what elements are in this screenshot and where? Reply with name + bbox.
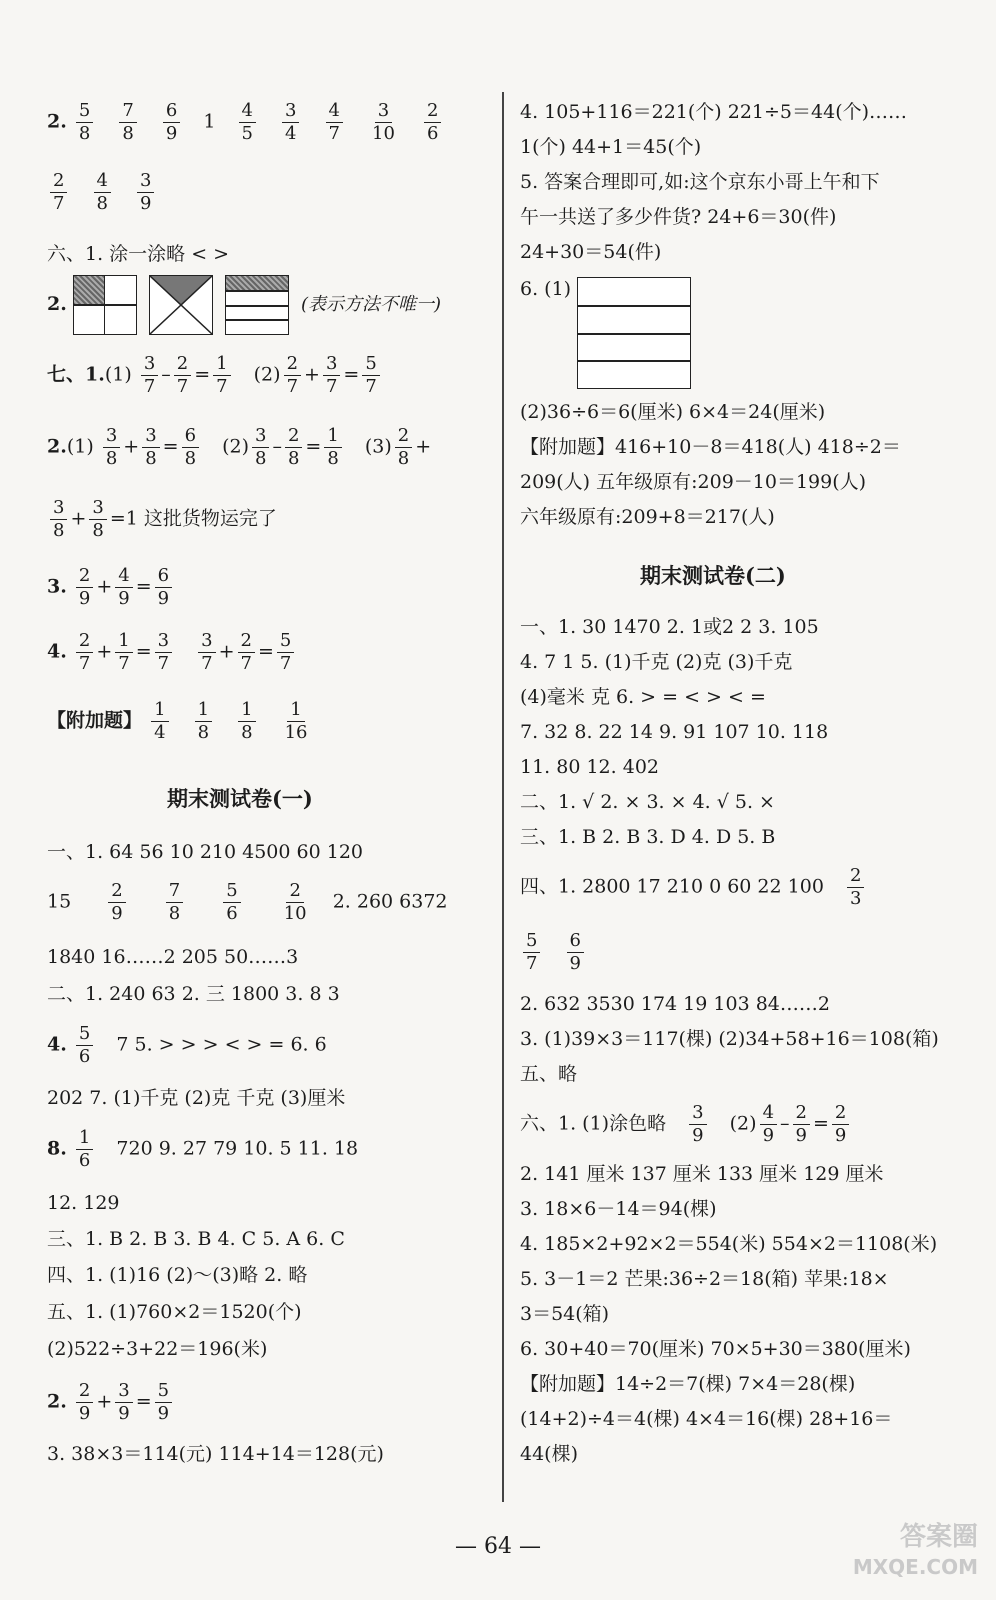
answer-line: 8. $\frac{1}{6}$ 720 9. 27 79 10. 5 11. 18 <box>47 1127 359 1171</box>
column-divider <box>502 92 504 1502</box>
answer-line: 4. 185×2+92×2＝554(米) 554×2＝1108(米) <box>520 1233 938 1255</box>
fraction: $\frac{6}{9}$ <box>163 100 180 145</box>
answer-line: 1840 16……2 205 50……3 <box>47 946 299 968</box>
answer-line: $\frac{3}{8}$ + $\frac{3}{8}$ =1 这批货物运完了 <box>47 497 277 542</box>
answer-line: (2)36÷6＝6(厘米) 6×4＝24(厘米) <box>520 401 826 423</box>
answer-line: 五、略 <box>520 1063 578 1085</box>
answer-line: 一、1. 30 1470 2. 1或2 2 3. 105 <box>520 616 819 638</box>
fraction: $\frac{2}{7}$ <box>50 170 67 215</box>
answer-line: 四、1. (1)16 (2)～(3)略 2. 略 <box>47 1264 308 1286</box>
answer-line: 3. 18×6－14＝94(棵) <box>520 1198 717 1220</box>
answer-line: 六年级原有:209+8＝217(人) <box>520 506 775 528</box>
page-number: — 64 — <box>455 1534 541 1559</box>
answer-line: $\frac{5}{7}$ $\frac{6}{9}$ <box>520 930 587 975</box>
watermark-logo: 答案圈 MXQE.COM <box>852 1522 978 1579</box>
answer-line: 三、1. B 2. B 3. D 4. D 5. B <box>520 826 776 848</box>
fraction: $\frac{2}{6}$ <box>424 100 441 145</box>
answer-line: 【附加题】 $\frac{1}{4}$ $\frac{1}{8}$ $\frac{1}{8}$ $\frac{1}{16}$ <box>47 699 308 743</box>
fraction: $\frac{7}{8}$ <box>119 100 136 145</box>
answer-line: 2. 141 厘米 137 厘米 133 厘米 129 厘米 <box>520 1163 884 1185</box>
fraction: $\frac{5}{8}$ <box>76 100 93 145</box>
fraction: $\frac{4}{7}$ <box>326 100 343 145</box>
answer-line: 六、1. (1)涂色略 $\frac{3}{9}$ (2) $\frac{4}{9}$ – $\frac{2}{9}$ = $\frac{2}{9}$ <box>520 1102 852 1147</box>
fraction: $\frac{3}{10}$ <box>372 100 395 144</box>
answer-line: 5. 3－1＝2 芒果:36÷2＝18(箱) 苹果:18× <box>520 1268 889 1290</box>
answer-line: 3. (1)39×3＝117(棵) (2)34+58+16＝108(箱) <box>520 1028 939 1050</box>
answer-line: (2)522÷3+22＝196(米) <box>47 1338 268 1360</box>
answer-line: 4. $\frac{2}{7}$ + $\frac{1}{7}$ = $\frac{3}{7}$ $\frac{3}{7}$ + $\frac{2}{7}$ = $\frac{5}{7}$ <box>47 630 297 675</box>
section-title: 期末测试卷(一) <box>167 786 313 811</box>
answer-line: 1(个) 44+1＝45(个) <box>520 136 702 158</box>
answer-line: 15 $\frac{2}{9}$ $\frac{7}{8}$ $\frac{5}{6}$ $\frac{2}{10}$ 2. 260 6372 <box>47 880 448 924</box>
answer-line: 2. $\frac{5}{8}$ $\frac{7}{8}$ $\frac{6}{9}$ 1 $\frac{4}{5}$ $\frac{3}{4}$ $\frac{4}{7}$ $\frac{3}{10}$ $\frac{2}{6}$ <box>47 100 444 145</box>
answer-line: 44(棵) <box>520 1443 579 1465</box>
shading-diagrams: 2. (表示方法不唯一) <box>47 273 441 336</box>
fraction: $\frac{3}{9}$ <box>137 170 154 215</box>
answer-line: 四、1. 2800 17 210 0 60 22 100 $\frac{2}{3}$ <box>520 865 867 910</box>
answer-line: 4. 7 1 5. (1)千克 (2)克 (3)千克 <box>520 651 793 673</box>
answer-line: 【附加题】14÷2＝7(棵) 7×4＝28(棵) <box>520 1373 856 1395</box>
answer-line <box>47 170 157 215</box>
answer-line: 4. 105+116＝221(个) 221÷5＝44(个)…… <box>520 101 908 123</box>
answer-line: 3. 38×3＝114(元) 114+14＝128(元) <box>47 1443 384 1465</box>
fraction: $\frac{3}{4}$ <box>282 100 299 145</box>
fraction: $\frac{4}{5}$ <box>239 100 256 145</box>
answer-line: 二、1. √ 2. × 3. × 4. √ 5. × <box>520 791 775 813</box>
answer-line: 二、1. 240 63 2. 三 1800 3. 8 3 <box>47 983 340 1005</box>
answer-line: 一、1. 64 56 10 210 4500 60 120 <box>47 841 363 863</box>
answer-line: 202 7. (1)千克 (2)克 千克 (3)厘米 <box>47 1087 346 1109</box>
answer-line: 七、1.(1) $\frac{3}{7}$ – $\frac{2}{7}$ = $\frac{1}{7}$ (2) $\frac{2}{7}$ + $\frac{3}{7}$ = $\frac{5}{7}$ <box>47 353 383 398</box>
answer-line: 11. 80 12. 402 <box>520 756 659 778</box>
answer-line: 6. (1) <box>520 277 691 389</box>
answer-line: 三、1. B 2. B 3. B 4. C 5. A 6. C <box>47 1228 345 1250</box>
answer-line: 五、1. (1)760×2＝1520(个) <box>47 1301 302 1323</box>
answer-line: 6. 30+40＝70(厘米) 70×5+30＝380(厘米) <box>520 1338 911 1360</box>
fraction: $\frac{4}{8}$ <box>94 170 111 215</box>
answer-line: (4)毫米 克 6. > = < > < = <box>520 686 766 708</box>
square-diagram-strips <box>225 275 289 335</box>
square-diagram-triangles <box>149 275 213 335</box>
answer-line: 24+30＝54(件) <box>520 241 662 263</box>
answer-line: 12. 129 <box>47 1192 120 1214</box>
answer-line: 5. 答案合理即可,如:这个京东小哥上午和下 <box>520 171 880 193</box>
section-title: 期末测试卷(二) <box>640 563 786 588</box>
answer-line: 六、1. 涂一涂略 < > <box>47 243 230 265</box>
answer-line: 2. 632 3530 174 19 103 84……2 <box>520 993 830 1015</box>
square-diagram-quarters <box>73 275 137 335</box>
answer-line: 3＝54(箱) <box>520 1303 610 1325</box>
answer-line: (14+2)÷4＝4(棵) 4×4＝16(棵) 28+16＝ <box>520 1408 893 1430</box>
strip-diagram <box>577 277 691 389</box>
answer-line: 午一共送了多少件货? 24+6＝30(件) <box>520 206 837 228</box>
answer-line: 209(人) 五年级原有:209－10＝199(人) <box>520 471 867 493</box>
answer-line: 7. 32 8. 22 14 9. 91 107 10. 118 <box>520 721 829 743</box>
answer-line: 【附加题】416+10－8＝418(人) 418÷2＝ <box>520 436 901 458</box>
answer-line: 4. $\frac{5}{6}$ 7 5. > > > < > = 6. 6 <box>47 1023 327 1067</box>
answer-line: 2. $\frac{2}{9}$ + $\frac{3}{9}$ = $\frac{5}{9}$ <box>47 1380 175 1425</box>
answer-line: 2.(1) $\frac{3}{8}$ + $\frac{3}{8}$ = $\frac{6}{8}$ (2) $\frac{3}{8}$ – $\frac{2}{8}$ = $\frac{1}{8}$ (3) $\frac{2}{8}$ + <box>47 425 432 469</box>
answer-line: 3. $\frac{2}{9}$ + $\frac{4}{9}$ = $\frac{6}{9}$ <box>47 565 175 610</box>
